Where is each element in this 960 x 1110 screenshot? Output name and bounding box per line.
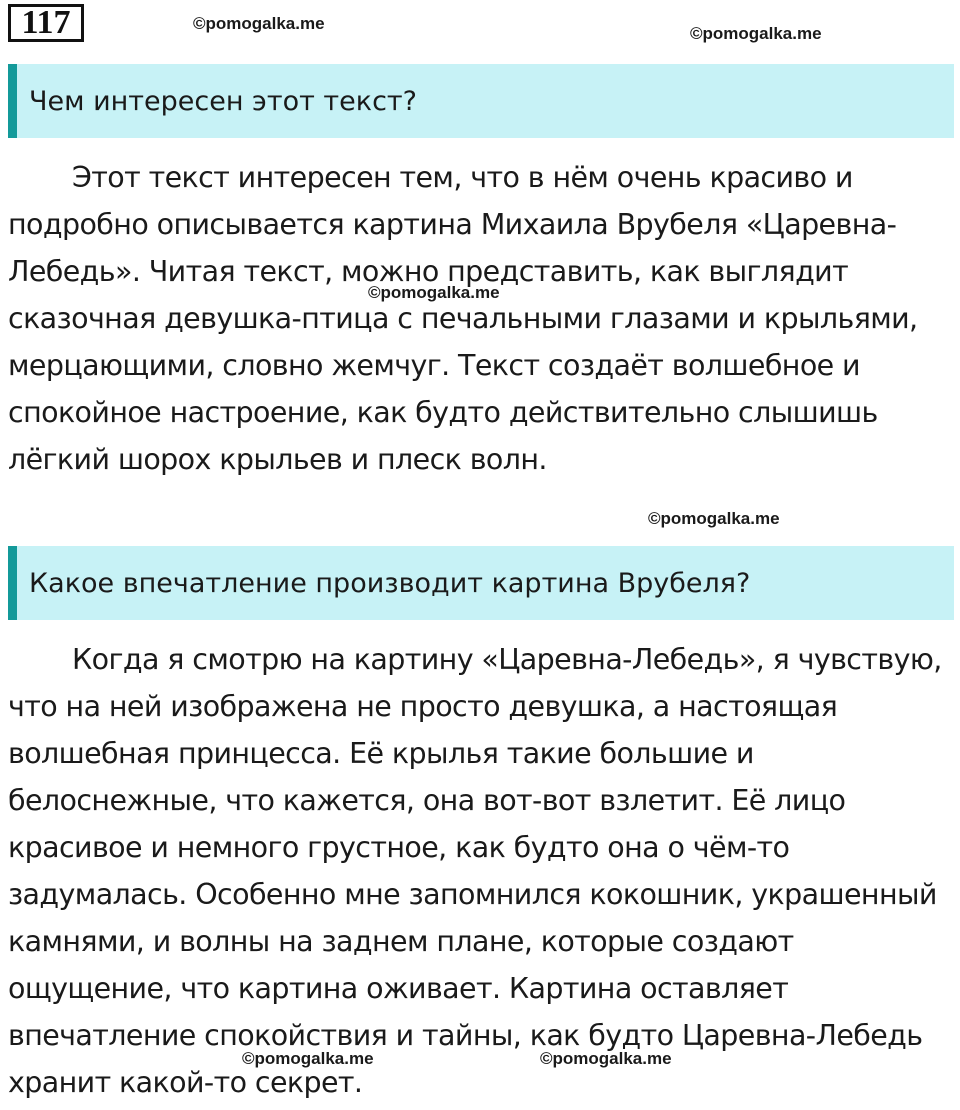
question-banner-1 <box>8 64 954 138</box>
watermark: ©pomogalka.me <box>368 283 500 302</box>
answer-paragraph-2: Когда я смотрю на картину «Царевна-Лебедь», я чувствую, что на ней изображена не просто девушка, а настоящая волшебная принцесса. Её крылья такие большие и белоснежные, что кажется, она вот-вот взлетит. Её лицо красивое и немного грустное, как будто она о чём-то задумалась. Особенно мне запомнился кокошник, украшенный камнями, и волны на заднем плане, которые создают ощущение, что картина оживает. Картина оставляет впечатление спокойствия и тайны, как будто Царевна-Лебедь хранит какой-то секрет. <box>8 643 942 1099</box>
watermark: ©pomogalka.me <box>648 509 780 528</box>
question-text-1: Чем интересен этот текст? <box>29 85 417 117</box>
watermark: ©pomogalka.me <box>193 14 325 33</box>
watermark: ©pomogalka.me <box>690 24 822 43</box>
answer-paragraph-1: Этот текст интересен тем, что в нём очень красиво и подробно описывается картина Михаила Врубеля «Царевна-Лебедь». Читая текст, можно представить, как выглядит сказочная девушка-птица с печальными глазами и крыльями, мерцающими, словно жемчуг. Текст создаёт волшебное и спокойное настроение, как будто действительно слышишь лёгкий шорох крыльев и плеск волн. <box>8 161 918 476</box>
question-text-2: Какое впечатление производит картина Врубеля? <box>29 567 751 599</box>
task-number-box: 117 <box>8 4 84 42</box>
watermark: ©pomogalka.me <box>540 1049 672 1068</box>
question-banner-2 <box>8 546 954 620</box>
watermark: ©pomogalka.me <box>242 1049 374 1068</box>
